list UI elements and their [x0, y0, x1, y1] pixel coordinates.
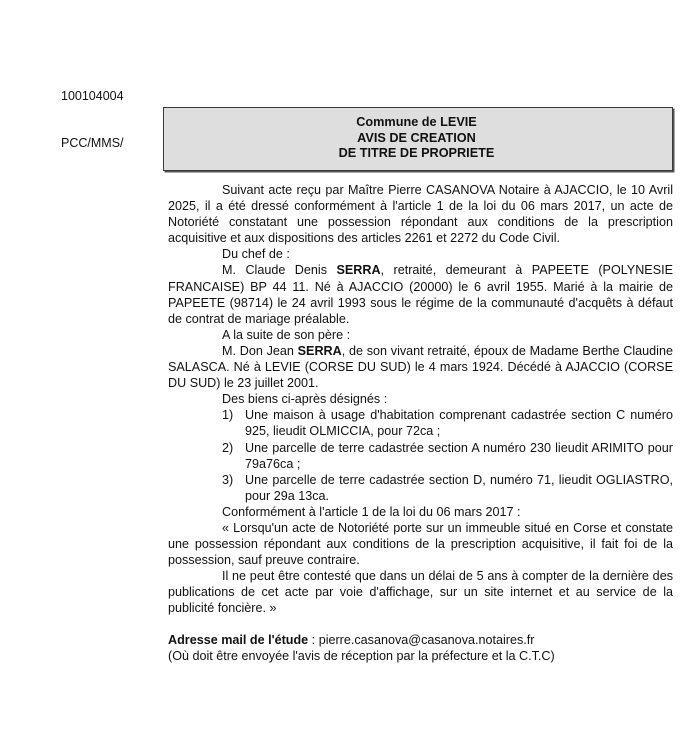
clerk-initials: PCC/MMS/ — [61, 135, 124, 150]
opening-paragraph: Suivant acte reçu par Maître Pierre CASANOVA Notaire à AJACCIO, le 10 Avril 2025, il a été dressé conformément à l'article 1 de la loi du 06 mars 2017, un acte de Notoriété constatant une possession répondant aux conditions de la prescription acquisitive et aux dispositions des articles 2261 et 2272 du Code Civil. — [168, 183, 673, 246]
contact-email[interactable]: pierre.casanova@casanova.notaires.fr — [318, 633, 535, 648]
property-item-marker: 1) — [222, 408, 234, 423]
owner-details: , retraité, demeurant à PAPEETE (POLYNESIE FRANCAISE) BP 44 11. Né à AJACCIO (20000) le 6 avril 1955. Marié à la mairie de PAPEETE (98714) le 24 avril 1993 sous le régime de la communauté d'acquêts à défaut de contrat de mariage préalable. — [168, 263, 674, 326]
title-notice-line-1: AVIS DE CREATION — [357, 130, 476, 145]
file-number: 100104004 — [61, 89, 124, 103]
property-list-item — [168, 407, 673, 439]
predecessor-section-heading: A la suite de son père : — [222, 327, 351, 342]
owner-surname: SERRA — [336, 263, 381, 278]
quotation-paragraph-1: « Lorsqu'un acte de Notoriété porte sur un immeuble situé en Corse et constate une possession répondant aux conditions de la prescription acquisitive, il fait foi de la possession, sauf preuve contraire. — [168, 520, 673, 568]
reference-block — [61, 58, 124, 182]
property-section-heading: Des biens ci-après désignés : — [222, 392, 388, 407]
contact-email-line — [168, 632, 673, 648]
title-commune: Commune de LEVIE — [356, 115, 477, 129]
quotation-paragraph-2: Il ne peut être contesté que dans un délai de 5 ans à compter de la dernière des publications de cet acte par voie d'affichage, sur un site internet et au service de la publicité foncière. » — [168, 569, 673, 616]
owner-section-heading: Du chef de : — [222, 247, 290, 262]
predecessor-details: , de son vivant retraité, époux de Madame Berthe Claudine SALASCA. Né à LEVIE (CORSE DU SUD) le 4 mars 1924. Décédé à AJACCIO (CORSE DU SUD) le 23 juillet 2001. — [168, 343, 673, 391]
property-item-marker: 3) — [222, 472, 234, 487]
property-list — [168, 407, 673, 504]
predecessor-name-prefix: M. Don Jean — [222, 343, 298, 358]
contact-note: (Où doit être envoyée l'avis de réception par la préfecture et la C.T.C) — [168, 649, 555, 664]
law-reference: Conformément à l'article 1 de la loi du 06 mars 2017 : — [222, 504, 521, 519]
property-list-item — [168, 472, 673, 504]
predecessor-surname: SERRA — [297, 343, 342, 358]
property-item-text: Une parcelle de terre cadastrée section A numéro 230 lieudit ARIMITO pour 79a76ca ; — [245, 440, 673, 471]
owner-section-body — [168, 262, 673, 326]
contact-block — [168, 632, 673, 665]
property-item-marker: 2) — [222, 440, 234, 455]
property-item-text: Une maison à usage d'habitation comprenant cadastrée section C numéro 925, lieudit OLMICCIA, pour 72ca ; — [245, 408, 673, 439]
title-notice-line-2: DE TITRE DE PROPRIETE — [338, 146, 495, 160]
property-item-text: Une parcelle de terre cadastrée section D, numéro 71, lieudit OGLIASTRO, pour 29a 13ca. — [245, 472, 673, 503]
title-box-inner — [164, 115, 669, 162]
document-body — [168, 182, 673, 665]
contact-label: Adresse mail de l'étude — [168, 633, 309, 648]
property-list-item — [168, 440, 673, 472]
contact-separator: : — [308, 633, 319, 648]
owner-name-prefix: M. Claude Denis — [222, 263, 337, 278]
title-box — [163, 107, 673, 171]
predecessor-section-body — [168, 343, 673, 391]
